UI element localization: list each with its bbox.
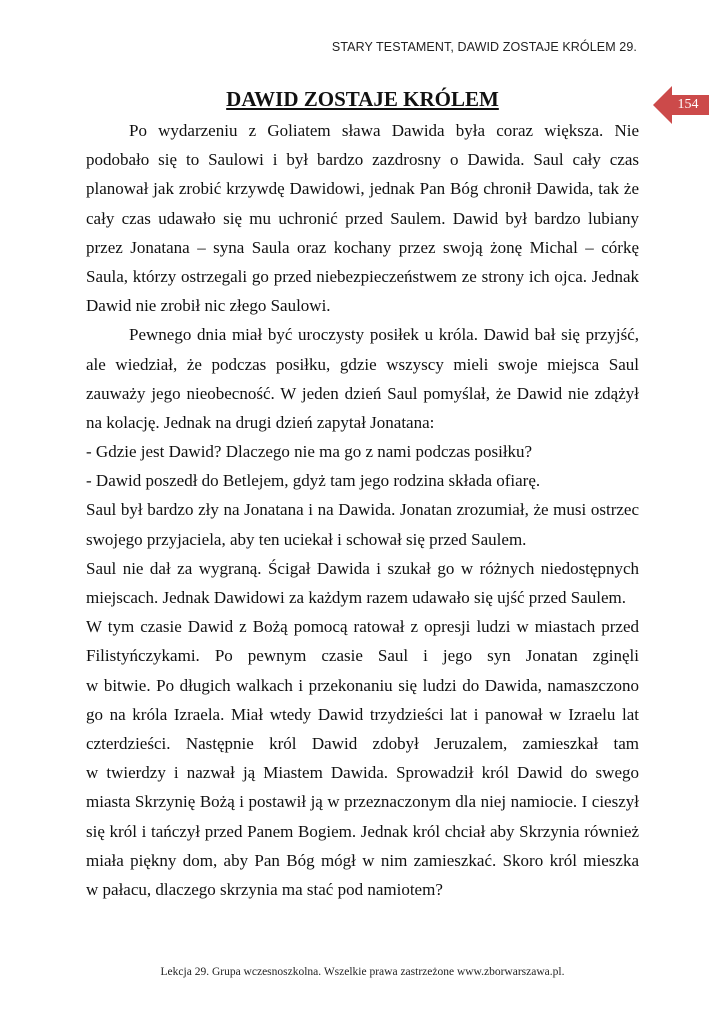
- text-line: na kolację. Jednak na drugi dzień zapytał Jonatana:: [86, 412, 435, 432]
- text-line: Saul nie dał za wygraną. Ścigał Dawida i szukał go w różnych niedostępnych: [86, 558, 639, 578]
- text-line: miejscach. Jednak Dawidowi za każdym razem udawało się ujść przed Saulem.: [86, 588, 627, 607]
- text-line: czterdzieści. Następnie król Dawid zdobył Jeruzalem, zamieszkał tam: [86, 733, 639, 753]
- text-line: miała piękny dom, aby Pan Bóg mógł w nim zamieszkać. Skoro król mieszka: [86, 850, 639, 870]
- text-line: swojego przyjaciela, aby ten uciekał i schował się przed Saulem.: [86, 529, 527, 549]
- text-line: Saula, którzy ostrzegali go przed niebezpieczeństwem ze strony ich ojca. Jednak: [86, 266, 639, 286]
- text-line: Saul był bardzo zły na Jonatana i na Dawida. Jonatan zrozumiał, że musi ostrzec: [86, 500, 639, 520]
- page-title: DAWID ZOSTAJE KRÓLEM: [226, 87, 499, 111]
- page-footer: Lekcja 29. Grupa wczesnoszkolna. Wszelkie prawa zastrzeżone www.zborwarszawa.pl.: [160, 966, 565, 978]
- text-line: planował jak zrobić krzywdę Dawidowi, jednak Pan Bóg chronił Dawida, tak że: [86, 179, 639, 199]
- running-header: STARY TESTAMENT, DAWID ZOSTAJE KRÓLEM 29.: [331, 40, 637, 54]
- text-line: Filistyńczykami. Po pewnym czasie Saul i jego syn Jonatan zginęli: [86, 646, 639, 666]
- text-line: podobało się to Saulowi i był bardzo zazdrosny o Dawida. Saul cały czas: [86, 150, 639, 170]
- text-line: cały czas udawało się mu uchronić przed Saulem. Dawid był bardzo lubiany: [86, 208, 639, 228]
- text-line: W tym czasie Dawid z Bożą pomocą ratował z opresji ludzi w miastach przed: [86, 617, 639, 637]
- text-line: miasta Skrzynię Bożą i postawił ją w przeznaczonym dla niej namiocie. I cieszył: [86, 792, 639, 812]
- page-number: 154: [677, 97, 699, 112]
- dialogue-line: - Dawid poszedł do Betlejem, gdyż tam jego rodzina składa ofiarę.: [86, 471, 541, 491]
- text-line: Po wydarzeniu z Goliatem sława Dawida była coraz większa. Nie: [129, 121, 639, 140]
- body-text: [86, 116, 639, 904]
- text-line: w twierdzy i nazwał ją Miastem Dawida. Sprowadził król Dawid do swego: [86, 763, 639, 783]
- text-line: w pałacu, dlaczego skrzynia ma stać pod namiotem?: [86, 879, 443, 899]
- dialogue-line: - Gdzie jest Dawid? Dlaczego nie ma go z nami podczas posiłku?: [86, 442, 533, 462]
- text-line: go na króla Izraela. Miał wtedy Dawid trzydzieści lat i panował w Izraelu lat: [86, 704, 639, 724]
- text-line: ale wiedział, że podczas posiłku, gdzie wszyscy mieli swoje miejsca Saul: [86, 354, 639, 374]
- text-line: Dawid nie zrobił nic złego Saulowi.: [86, 296, 331, 316]
- text-line: w bitwie. Po długich walkach i przekonaniu się ludzi do Dawida, namaszczono: [86, 675, 639, 695]
- text-line: zauważy jego nieobecność. W jeden dzień Saul pomyślał, że Dawid nie zdążył: [86, 383, 639, 403]
- text-line: się król i tańczył przed Panem Bogiem. Jednak król chciał aby Skrzynia również: [86, 821, 639, 841]
- text-line: przez Jonatana – syna Saula oraz kochany przez swoją żonę Michal – córkę: [86, 237, 639, 257]
- text-line: Pewnego dnia miał być uroczysty posiłek u króla. Dawid bał się przyjść,: [129, 325, 639, 345]
